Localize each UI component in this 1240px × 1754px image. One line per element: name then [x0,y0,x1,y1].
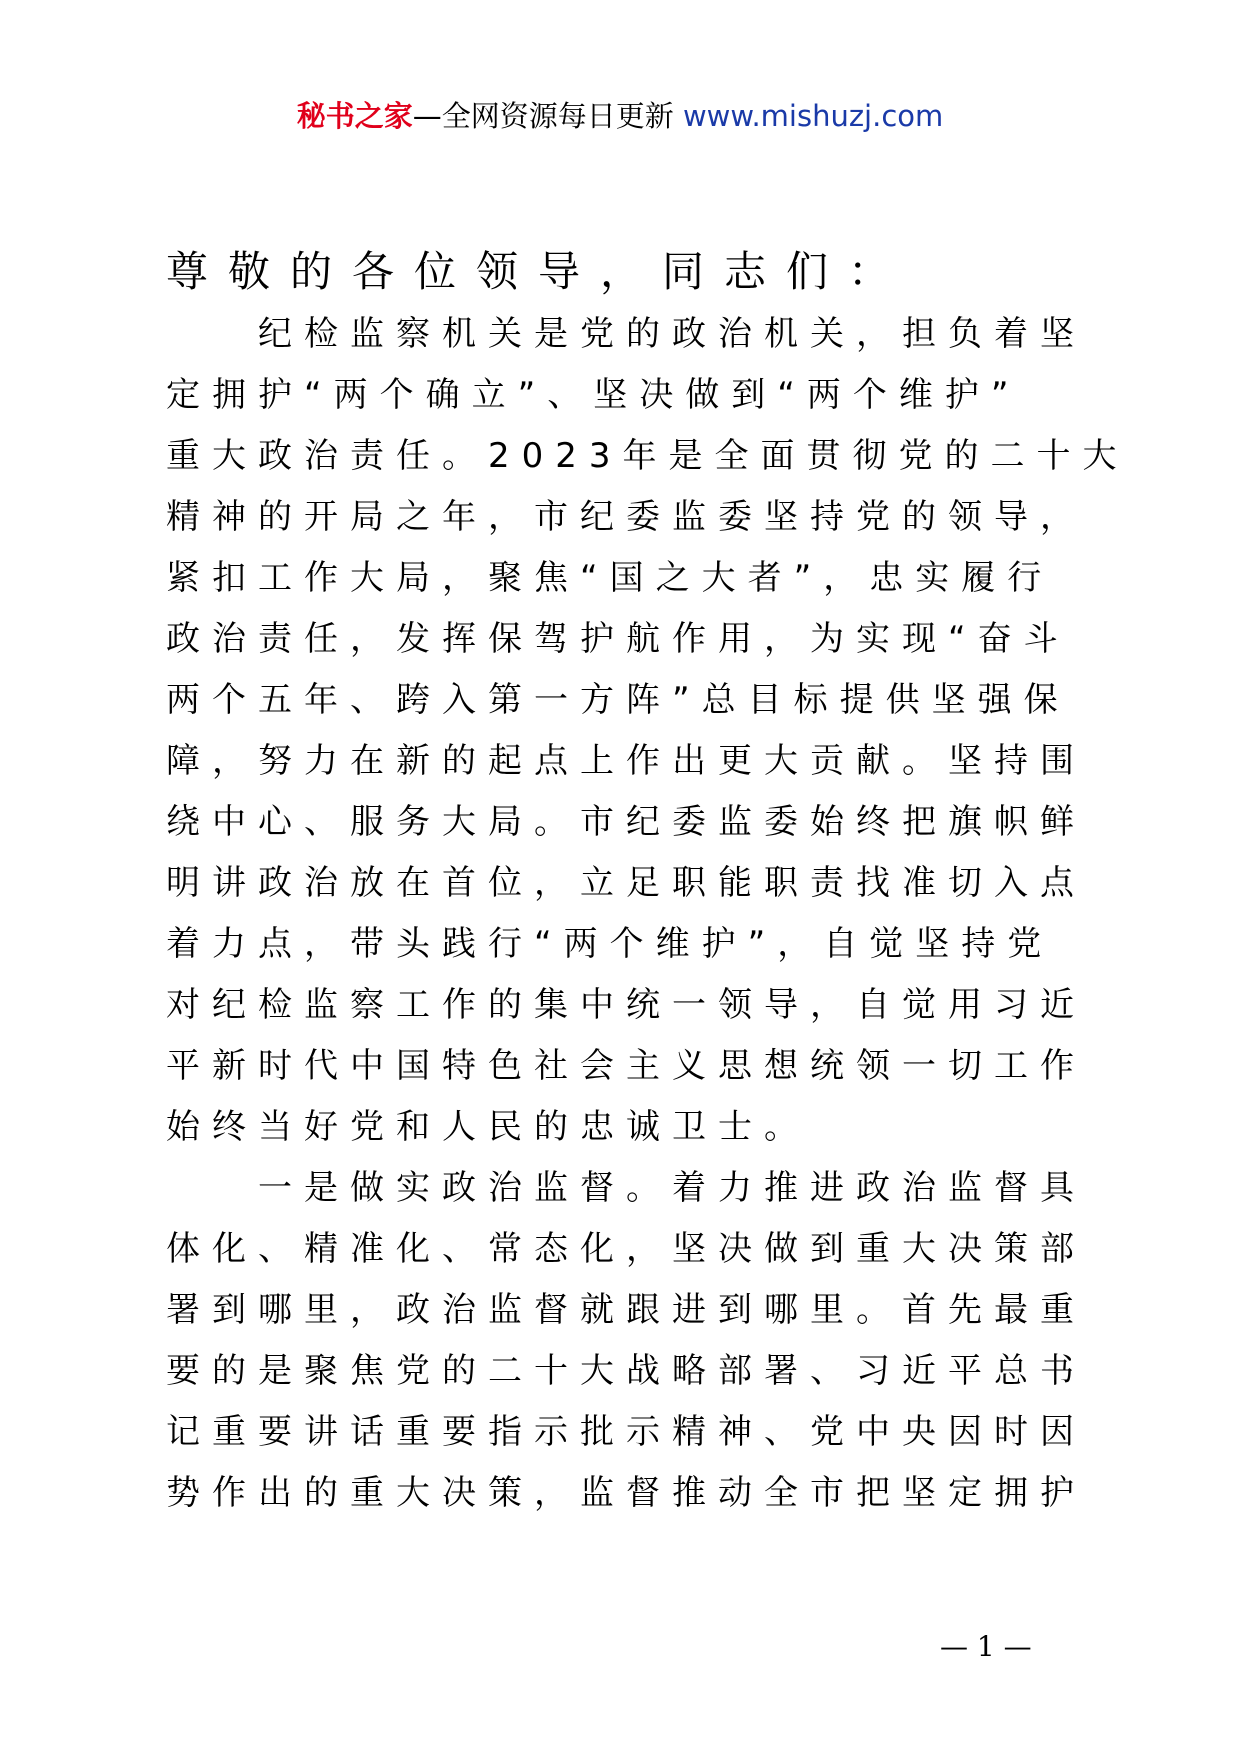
text-line: 紧扣工作大局，聚焦“国之大者”，忠实履行 [166,558,1054,598]
text-line: 始终当好党和人民的忠诚卫士。 [166,1107,810,1147]
text-line: 着力点，带头践行“两个维护”，自觉坚持党 [166,924,1054,964]
text-line: 平新时代中国特色社会主义思想统领一切工作 [166,1046,1086,1086]
text-line: 障，努力在新的起点上作出更大贡献。坚持围 [166,741,1086,781]
text-line: 要的是聚焦党的二十大战略部署、习近平总书 [166,1351,1086,1391]
text-line: 一是做实政治监督。着力推进政治监督具 [166,1168,1086,1208]
header-tagline: —全网资源每日更新 [412,99,674,133]
salutation: 尊敬的各位领导，同志们： [166,247,911,296]
document-body [166,240,1129,1524]
text-line: 重大政治责任。2023年是全面贯彻党的二十大 [166,436,1129,476]
text-line: 明讲政治放在首位，立足职能职责找准切入点 [166,863,1086,903]
page-number: — 1 — [940,1630,1032,1663]
text-line: 体化、精准化、常态化，坚决做到重大决策部 [166,1229,1086,1269]
text-line: 两个五年、跨入第一方阵”总目标提供坚强保 [166,680,1070,720]
brand-name: 秘书之家 [296,99,413,133]
text-line: 记重要讲话重要指示批示精神、党中央因时因 [166,1412,1086,1452]
site-header [0,96,1240,136]
text-line: 绕中心、服务大局。市纪委监委始终把旗帜鲜 [166,802,1086,842]
site-url-link[interactable]: www.mishuzj.com [682,99,944,133]
text-line: 署到哪里，政治监督就跟进到哪里。首先最重 [166,1290,1086,1330]
text-line: 定拥护“两个确立”、坚决做到“两个维护” [166,375,1021,415]
text-line: 势作出的重大决策，监督推动全市把坚定拥护 [166,1473,1086,1513]
text-line: 对纪检监察工作的集中统一领导，自觉用习近 [166,985,1086,1025]
text-line: 纪检监察机关是党的政治机关，担负着坚 [166,314,1086,354]
text-line: 政治责任，发挥保驾护航作用，为实现“奋斗 [166,619,1070,659]
text-line: 精神的开局之年，市纪委监委坚持党的领导， [166,497,1086,537]
